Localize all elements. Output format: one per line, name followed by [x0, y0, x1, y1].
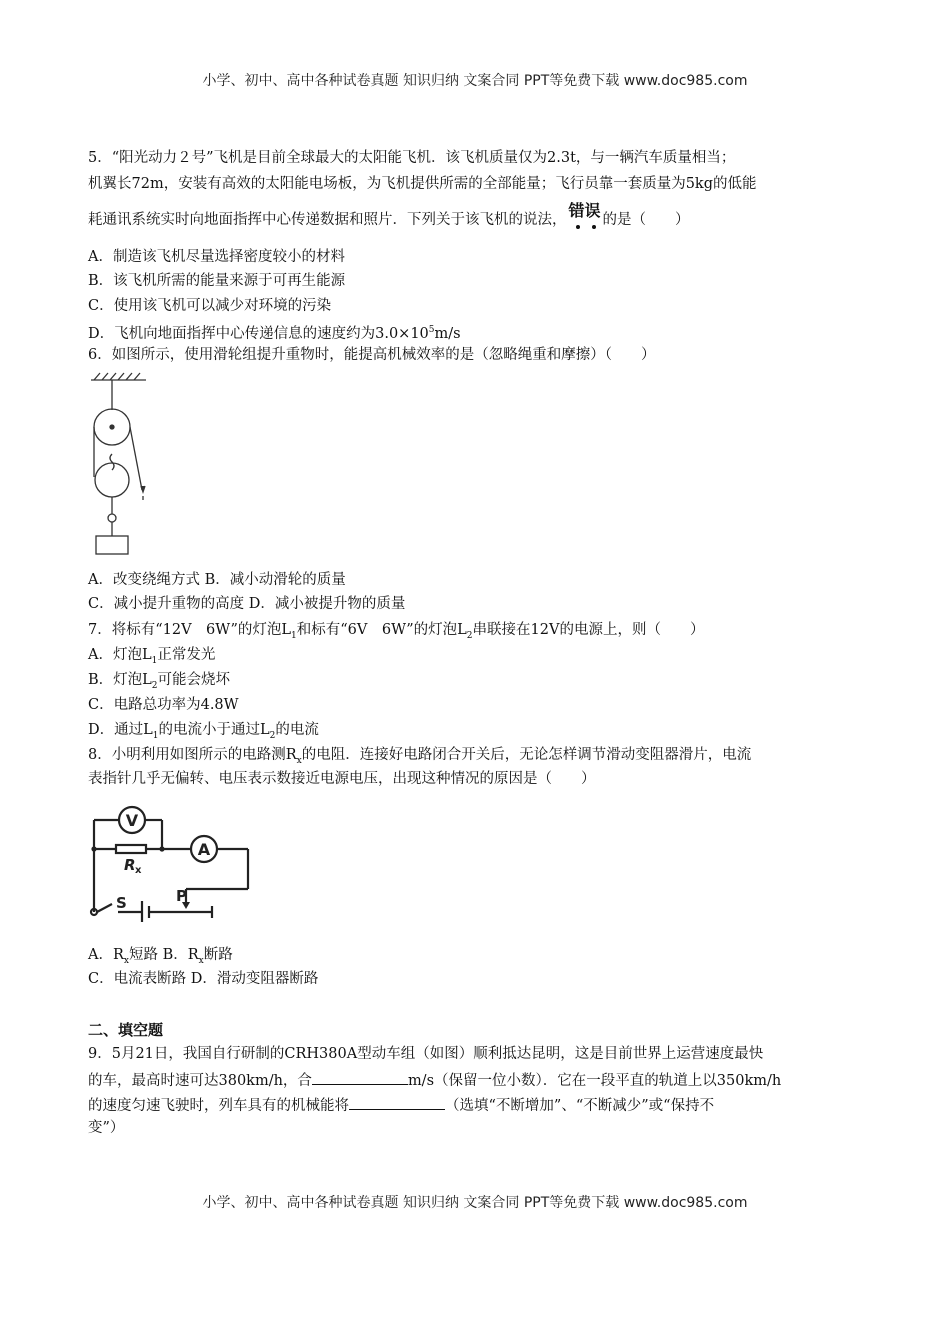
q9-line-3: 的速度匀速飞驶时，列车具有的机械能将 （选填“不断增加”、“不断减少”或“保持不: [88, 1094, 714, 1116]
voltmeter-label: V: [125, 811, 139, 830]
q8-line-2: 表指针几乎无偏转、电压表示数接近电源电压，出现这种情况的原因是（ ）: [88, 771, 596, 787]
q9-line-1: 9．5月21日，我国自行研制的CRH380A型动车组（如图）顺利抵达昆明，这是目前世界上运营速度最快: [88, 1046, 764, 1062]
q8-options-cd: C．电流表断路 D．滑动变阻器断路: [88, 971, 319, 987]
answer-blank-1[interactable]: [312, 1069, 408, 1085]
q8-line-1: 8．小明利用如图所示的电路测$R_x$的电阻．连接好电路闭合开关后，无论怎样调节滑动变阻器滑片，电流: [88, 747, 752, 766]
section-title: 二、填空题: [88, 1021, 164, 1039]
circuit-diagram: [86, 802, 256, 922]
page-footer: 小学、初中、高中各种试卷真题 知识归纳 文案合同 PPT等免费下载 www.doc985.com: [202, 1195, 748, 1211]
resistor-label-sub: x: [135, 865, 142, 876]
slider-label: P: [176, 887, 187, 905]
q7-option-d: D．通过$L_1$的电流小于通过$L_2$的电流: [88, 722, 319, 741]
q7-option-a: A．灯泡$L_1$正常发光: [88, 647, 216, 666]
q6-options-cd: C．减小提升重物的高度 D．减小被提升物的质量: [88, 596, 406, 612]
ammeter-label: A: [197, 840, 211, 859]
q6-stem: 6．如图所示，使用滑轮组提升重物时，能提高机械效率的是（忽略绳重和摩擦）（ ）: [88, 347, 656, 363]
q5-option-c: C．使用该飞机可以减少对环境的污染: [88, 298, 332, 314]
q8-options-ab: A．$R_x$短路 B．$R_x$断路: [88, 947, 233, 966]
hook-spring: [110, 454, 114, 470]
q6-options-ab: A．改变绕绳方式 B．减小动滑轮的质量: [88, 572, 346, 588]
q5-line-2: 机翼长72m，安装有高效的太阳能电场板，为飞机提供所需的全部能量；飞行员靠一套质量为5kg的低能: [88, 176, 757, 192]
pulley-figure: [86, 372, 156, 562]
q9-line-4: 变”）: [88, 1120, 125, 1136]
movable-pulley: [95, 463, 129, 497]
page-header: 小学、初中、高中各种试卷真题 知识归纳 文案合同 PPT等免费下载 www.doc985.com: [202, 73, 748, 89]
q5-option-b: B．该飞机所需的能量来源于可再生能源: [88, 273, 346, 289]
q7-option-c: C．电路总功率为4.8W: [88, 697, 239, 713]
switch-label: S: [116, 894, 127, 912]
q5-line-1: 5．“阳光动力２号”飞机是目前全球最大的太阳能飞机．该飞机质量仅为2.3t，与一辆汽车质量相当；: [88, 150, 736, 166]
q5-emphasis-word: 错误: [569, 201, 601, 221]
weight-block: [96, 536, 128, 554]
resistor-label: R: [124, 856, 136, 874]
q7-option-b: B．灯泡$L_2$可能会烧坏: [88, 672, 231, 691]
answer-blank-2[interactable]: [349, 1094, 445, 1110]
resistor-rx-symbol: [116, 845, 146, 853]
q7-stem: 7．将标有“12V 6W”的灯泡$L_1$和标有“6V 6W”的灯泡$L_2$串联接在12V的电源上，则（ ）: [88, 622, 705, 641]
q5-option-a: A．制造该飞机尽量选择密度较小的材料: [88, 249, 345, 265]
q5-line-3: 耗通讯系统实时向地面指挥中心传递数据和照片．下列关于该飞机的说法， 错误 的是（ ）: [88, 201, 690, 228]
q5-option-d: D．飞机向地面指挥中心传递信息的速度约为$3.0\times 10^5m/s$: [88, 325, 461, 342]
q9-line-2: 的车，最高时速可达380km/h，合 m/s（保留一位小数）．它在一段平直的轨道上以350km/h: [88, 1069, 781, 1091]
pull-arrow-icon: [141, 486, 145, 492]
